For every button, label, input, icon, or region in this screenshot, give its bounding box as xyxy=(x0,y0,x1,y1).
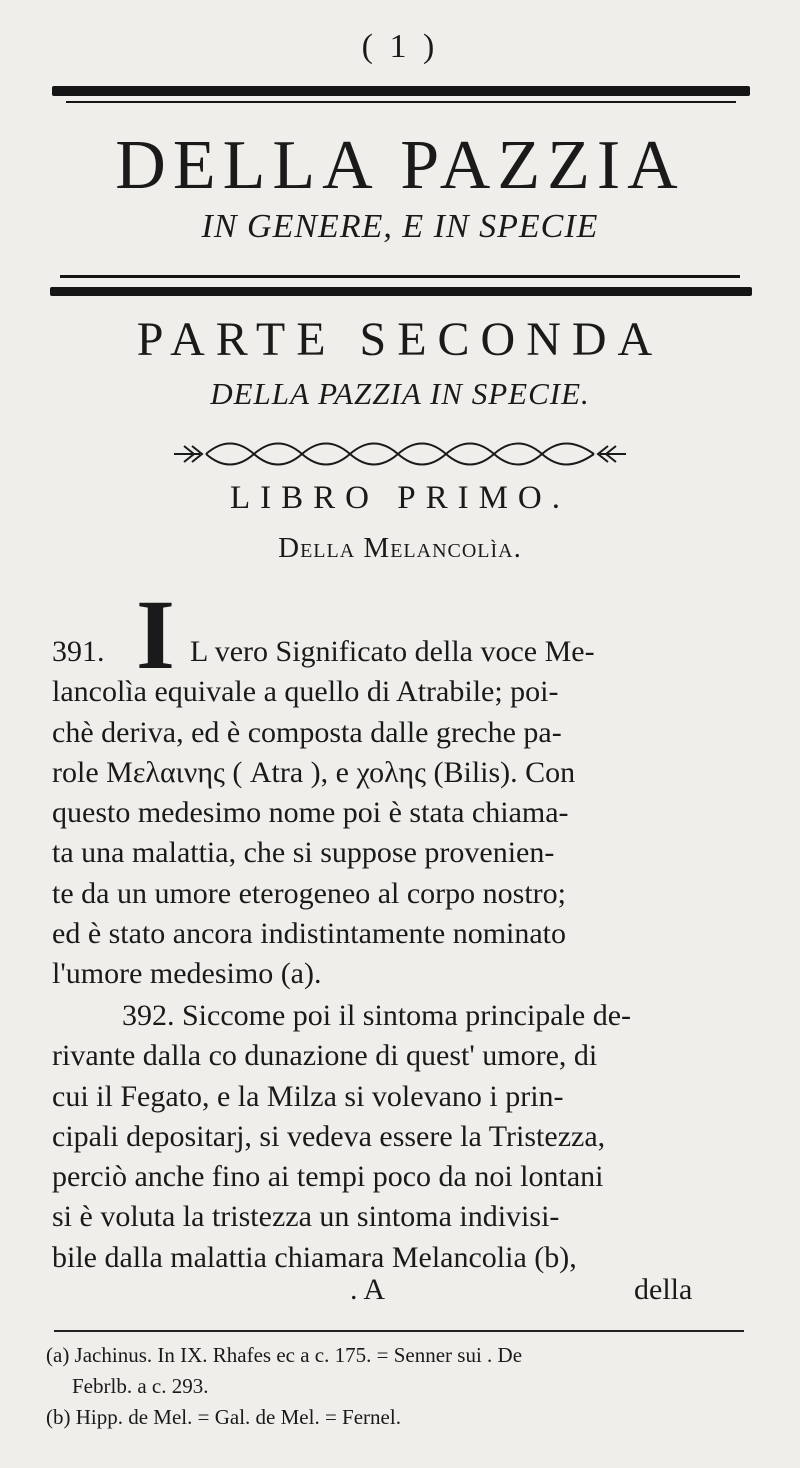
catchword: della xyxy=(634,1273,693,1306)
main-title: DELLA PAZZIA xyxy=(115,127,685,204)
paragraph-line: ta una malattia, che si suppose provenien- xyxy=(52,836,555,870)
paragraph-line: cipali depositarj, si vedeva essere la Tristezza, xyxy=(52,1119,606,1153)
footnote-rule xyxy=(54,1330,744,1332)
paragraph-number: 391. xyxy=(52,635,105,668)
footnote-line: (a) Jachinus. In IX. Rhafes ec a c. 175. = Senner sui . De xyxy=(46,1343,523,1367)
paragraph-line: bile dalla malattia chiamara Melancolia (b), xyxy=(52,1240,577,1274)
middle-thin-rule xyxy=(60,275,740,278)
ornament-divider-icon xyxy=(170,436,630,472)
drop-cap: I xyxy=(136,579,175,690)
paragraph-line: chè deriva, ed è composta dalle greche pa- xyxy=(52,715,562,749)
paragraph-line: role Μελαινης ( Atra ), e χολης (Bilis). Con xyxy=(52,755,576,789)
paragraph-line: l'umore medesimo (a). xyxy=(52,957,322,991)
paragraph-line: 392. Siccome poi il sintoma principale de- xyxy=(122,999,632,1032)
page-number: ( 1 ) xyxy=(361,28,439,65)
page-foot-line xyxy=(0,1273,800,1313)
chapter-title: Della Melancolìa. xyxy=(278,532,522,564)
part-title: PARTE SECONDA xyxy=(136,313,664,366)
paragraph-line: te da un umore eterogeneo al corpo nostro; xyxy=(52,876,566,910)
part-subtitle: DELLA PAZZIA IN SPECIE. xyxy=(210,376,590,411)
footnote-line: Febrlb. a c. 293. xyxy=(72,1374,209,1398)
footnotes xyxy=(46,1340,750,1433)
paragraph-391 xyxy=(52,632,744,995)
paragraph-line: perciò anche fino ai tempi poco da noi lontani xyxy=(52,1160,604,1194)
footnote-line: (b) Hipp. de Mel. = Gal. de Mel. = Fernel. xyxy=(46,1405,401,1429)
main-subtitle: IN GENERE, E IN SPECIE xyxy=(201,208,599,245)
paragraph-line: si è voluta la tristezza un sintoma indivisi- xyxy=(52,1200,560,1234)
top-thin-rule xyxy=(66,101,736,103)
top-thick-rule xyxy=(52,86,750,96)
paragraph-line: rivante dalla co dunazione di quest' umore, di xyxy=(52,1039,598,1073)
paragraph-line: questo medesimo nome poi è stata chiama- xyxy=(52,796,569,830)
signature-mark: . A xyxy=(350,1273,386,1306)
paragraph-text: L vero Significato della voce Me- xyxy=(190,635,595,668)
paragraph-line: ed è stato ancora indistintamente nominato xyxy=(52,917,567,951)
book-title: LIBRO PRIMO. xyxy=(229,480,571,516)
paragraph-line: lancolìa equivale a quello di Atrabile; poi- xyxy=(52,675,559,709)
paragraph-line xyxy=(52,632,744,672)
paragraph-392 xyxy=(52,996,744,1278)
paragraph-line: cui il Fegato, e la Milza si volevano i prin- xyxy=(52,1079,564,1113)
middle-thick-rule xyxy=(50,287,752,296)
